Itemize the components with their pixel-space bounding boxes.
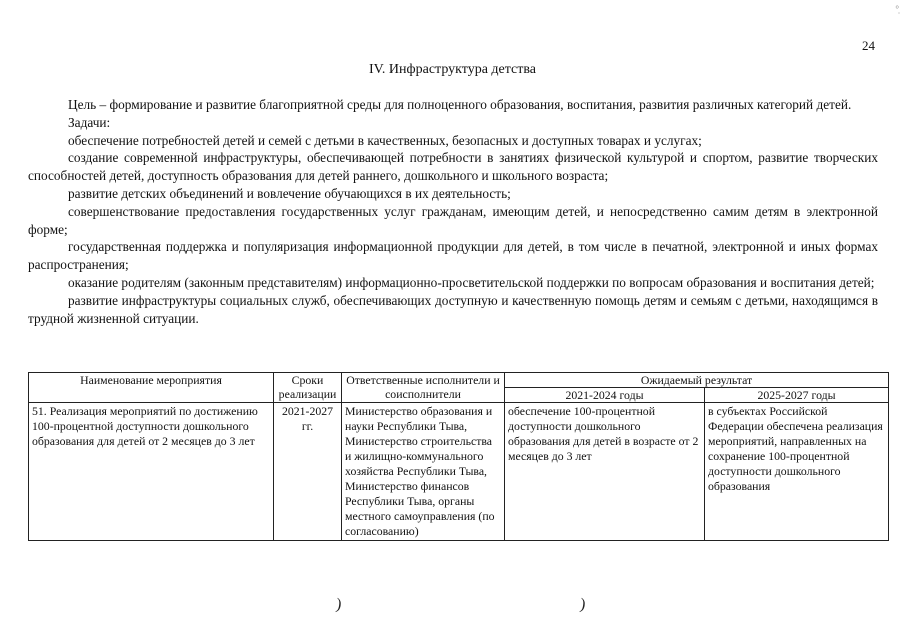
scan-corner-mark: °̣ (895, 4, 899, 14)
table-row (29, 403, 889, 541)
header-period-2025-2027: 2025-2027 годы (705, 388, 889, 403)
bottom-mark-left: ) (334, 595, 343, 614)
cell-result-2021-2024: обеспечение 100-процентной доступности дошкольного образования для детей в возрасте от 2 месяцев до 3 лет (505, 403, 705, 541)
bottom-mark-right: ) (578, 595, 587, 614)
page-number: 24 (862, 38, 875, 53)
task-item: развитие инфраструктуры социальных служб, обеспечивающих доступную и качественную помощь детям и семьям с детьми, находящимся в трудной жизненной ситуации. (28, 292, 878, 326)
header-terms: Сроки реализации (274, 373, 342, 403)
task-item: оказание родителям (законным представителям) информационно-просветительской поддержки по вопросам образования и воспитания детей; (68, 274, 875, 290)
cell-terms: 2021-2027 гг. (274, 403, 342, 541)
task-item: создание современной инфраструктуры, обеспечивающей потребности в занятиях физической культурой и спортом, развитие творческих способностей детей, доступность образования для детей раннего, дошкольного и школьного возраста; (28, 150, 878, 184)
task-item: обеспечение потребностей детей и семей с детьми в качественных, безопасных и доступных товарах и услугах; (68, 132, 702, 148)
header-name: Наименование мероприятия (29, 373, 274, 403)
task-item: совершенствование предоставления государственных услуг гражданам, имеющим детей, и непосредственно самим детям в электронной форме; (28, 203, 878, 237)
goal-paragraph: Цель – формирование и развитие благоприятной среды для полноценного образования, воспитания, развития различных категорий детей. (68, 97, 852, 112)
cell-executors: Министерство образования и науки Республики Тыва, Министерство строительства и жилищно-коммунального хозяйства Республики Тыва, Министерство финансов Республики Тыва, органы местного самоуправления (по согласованию) (342, 403, 505, 541)
header-period-2021-2024: 2021-2024 годы (505, 388, 705, 403)
cell-result-2025-2027: в субъектах Российской Федерации обеспечена реализация мероприятий, направленных на сохранение 100-процентной доступности дошкольного образования (705, 403, 889, 541)
table-header-row (29, 373, 889, 388)
section-title: IV. Инфраструктура детства (368, 62, 537, 77)
cell-measure-name: 51. Реализация мероприятий по достижению 100-процентной доступности дошкольного образования для детей от 2 месяцев до 3 лет (29, 403, 274, 541)
header-executors: Ответственные исполнители и соисполнители (342, 373, 505, 403)
task-item: государственная поддержка и популяризация информационной продукции для детей, в том числе в печатной, электронной и иных формах распространения; (28, 239, 878, 273)
measures-table (28, 372, 889, 541)
header-expected-result: Ожидаемый результат (505, 373, 889, 388)
body-text (28, 96, 878, 327)
tasks-heading: Задачи: (68, 114, 111, 130)
task-item: развитие детских объединений и вовлечение обучающихся в их деятельность; (68, 185, 511, 201)
